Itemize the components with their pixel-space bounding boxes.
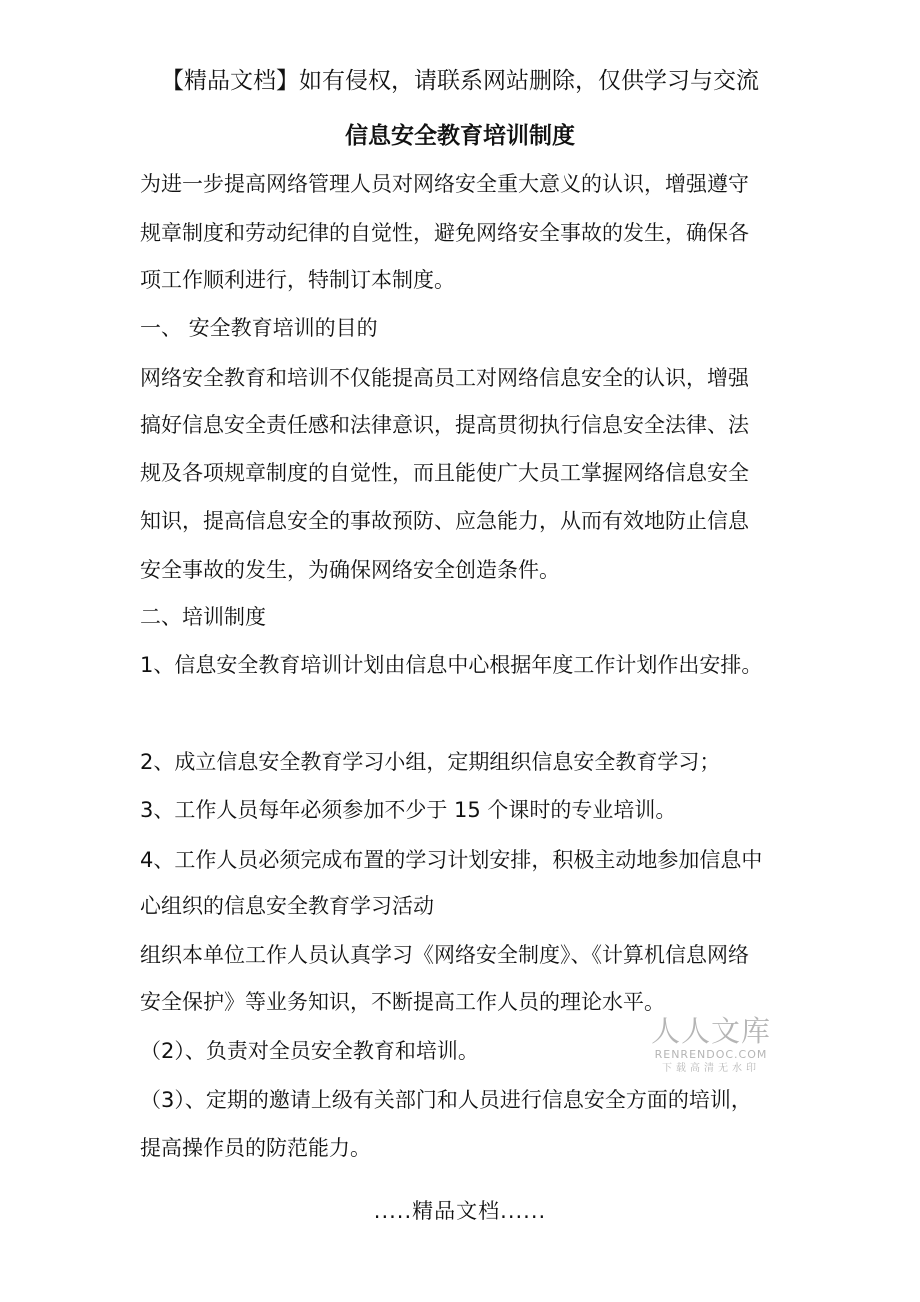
- item-3: 3、工作人员每年必须参加不少于 15 个课时的专业培训。: [140, 798, 677, 822]
- study-line: 安全保护》等业务知识，不断提高工作人员的理论水平。: [140, 990, 665, 1014]
- intro-line: 项工作顺利进行，特制订本制度。: [140, 268, 455, 292]
- intro-line: 规章制度和劳动纪律的自觉性，避免网络安全事故的发生，确保各: [140, 221, 749, 245]
- section-1-line: 搞好信息安全责任感和法律意识，提高贯彻执行信息安全法律、法: [140, 413, 749, 437]
- item-2: 2、成立信息安全教育学习小组，定期组织信息安全教育学习；: [140, 750, 721, 774]
- document-title: 信息安全教育培训制度: [345, 123, 575, 149]
- watermark-site-text: RENRENDOC.COM: [654, 1048, 768, 1061]
- watermark-tagline: 下载高清无水印: [662, 1063, 760, 1074]
- sub-item-3-line: （3）、定期的邀请上级有关部门和人员进行信息安全方面的培训，: [140, 1088, 752, 1112]
- item-4-line: 4、工作人员必须完成布置的学习计划安排，积极主动地参加信息中: [140, 848, 763, 872]
- item-1: 1、信息安全教育培训计划由信息中心根据年度工作计划作出安排。: [140, 653, 763, 677]
- intro-line: 为进一步提高网络管理人员对网络安全重大意义的认识，增强遵守: [140, 172, 749, 196]
- page-header-notice: 【精品文档】如有侵权，请联系网站删除，仅供学习与交流: [161, 68, 759, 94]
- section-2-heading: 二、培训制度: [140, 605, 266, 629]
- page-footer: .....精品文档......: [373, 1199, 547, 1223]
- section-1-line: 知识，提高信息安全的事故预防、应急能力，从而有效地防止信息: [140, 509, 749, 533]
- sub-item-3-line: 提高操作员的防范能力。: [140, 1136, 371, 1160]
- watermark-logo: [646, 1014, 776, 1076]
- sub-item-2: （2）、负责对全员安全教育和培训。: [140, 1039, 479, 1063]
- item-4-line: 心组织的信息安全教育学习活动: [140, 894, 434, 918]
- study-line: 组织本单位工作人员认真学习《网络安全制度》、《计算机信息网络: [140, 943, 749, 967]
- section-1-line: 网络安全教育和培训不仅能提高员工对网络信息安全的认识，增强: [140, 366, 749, 390]
- section-1-heading: 一、 安全教育培训的目的: [140, 316, 378, 340]
- section-1-line: 安全事故的发生，为确保网络安全创造条件。: [140, 558, 560, 582]
- watermark-main-text: 人人文库: [650, 1014, 771, 1048]
- section-1-line: 规及各项规章制度的自觉性，而且能使广大员工掌握网络信息安全: [140, 461, 749, 485]
